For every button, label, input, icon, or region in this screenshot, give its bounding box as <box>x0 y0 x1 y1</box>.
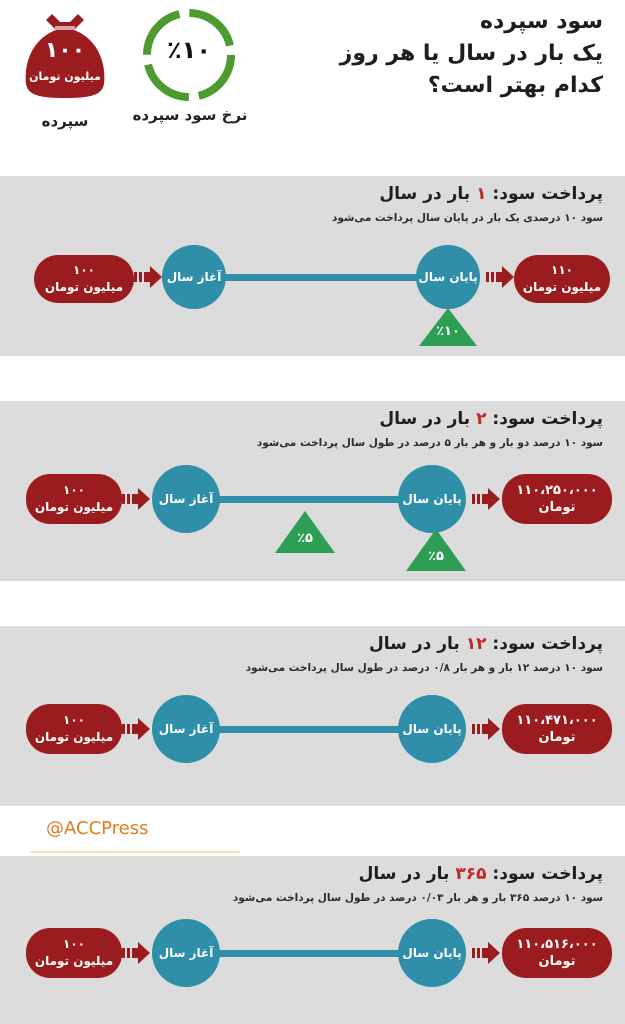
end-circle: پایان سال <box>398 695 466 763</box>
start-amount-value: ۱۰۰ <box>63 713 85 727</box>
end-amount-value: ۱۱۰ <box>551 263 573 277</box>
section-subtitle: سود ۱۰ درصدی یک بار در پایان سال پرداخت می‌شود <box>331 212 603 224</box>
start-amount <box>34 255 134 303</box>
start-circle: آغاز سال <box>152 919 220 987</box>
title-suffix: بار در سال <box>379 409 471 429</box>
end-amount-value: ۱۱۰،۴۷۱،۰۰۰ <box>516 713 598 728</box>
start-circle: آغاز سال <box>162 245 226 309</box>
start-amount-unit: میلیون تومان <box>34 954 114 968</box>
section-monthly <box>0 626 625 806</box>
arrow-right-icon <box>472 717 502 741</box>
end-amount <box>502 704 612 754</box>
start-amount <box>26 474 122 524</box>
section-title <box>379 184 603 204</box>
deposit-label: سپرده <box>41 112 89 130</box>
section-daily <box>0 856 625 1024</box>
end-amount <box>514 255 610 303</box>
title-line-1: سود سپرده <box>480 9 603 34</box>
end-circle: پایان سال <box>398 465 466 533</box>
title-line-2: یک بار در سال یا هر روز <box>339 41 603 66</box>
arrow-right-icon <box>122 717 152 741</box>
section-title <box>379 409 603 429</box>
title-suffix: بار در سال <box>369 634 460 654</box>
arrow-right-icon <box>122 487 152 511</box>
section-title <box>359 864 603 884</box>
end-circle: پایان سال <box>398 919 466 987</box>
arrow-right-icon <box>134 265 164 289</box>
start-amount <box>26 928 122 978</box>
start-amount-value: ۱۰۰ <box>63 937 85 951</box>
title-suffix: بار در سال <box>379 184 471 204</box>
start-amount <box>26 704 122 754</box>
end-amount-unit: تومان <box>538 954 576 969</box>
payment-count: ۲ <box>476 409 487 429</box>
section-title <box>369 634 603 654</box>
deposit-unit: میلیون تومان <box>29 70 101 83</box>
section-twice <box>0 401 625 581</box>
arrow-right-icon <box>472 941 502 965</box>
start-amount-unit: میلیون تومان <box>44 280 124 294</box>
payment-count: ۳۶۵ <box>455 864 487 884</box>
interest-percent: ٪۵ <box>297 531 313 546</box>
title-prefix: پرداخت سود: <box>492 409 603 429</box>
end-amount-unit: میلیون تومان <box>522 280 602 294</box>
section-yearly <box>0 176 625 356</box>
section-subtitle: سود ۱۰ درصد ۱۲ بار و هر بار ۰/۸ درصد در طول سال پرداخت می‌شود <box>245 662 603 674</box>
title-prefix: پرداخت سود: <box>492 864 603 884</box>
end-amount-unit: تومان <box>538 500 576 515</box>
start-amount-value: ۱۰۰ <box>63 483 85 497</box>
payment-count: ۱ <box>476 184 487 204</box>
section-subtitle: سود ۱۰ درصد دو بار و هر بار ۵ درصد در طول سال پرداخت می‌شود <box>256 437 603 449</box>
end-amount-value: ۱۱۰،۵۱۶،۰۰۰ <box>516 937 598 952</box>
end-amount-unit: تومان <box>538 730 576 745</box>
start-circle: آغاز سال <box>152 465 220 533</box>
interest-percent: ٪۱۰ <box>436 324 460 339</box>
page-title <box>283 6 603 102</box>
end-amount <box>502 928 612 978</box>
section-subtitle: سود ۱۰ درصد ۳۶۵ بار و هر بار ۰/۰۳ درصد در طول سال پرداخت می‌شود <box>232 892 603 904</box>
rate-label: نرخ سود سپرده <box>132 106 248 124</box>
start-amount-unit: میلیون تومان <box>34 730 114 744</box>
end-circle: پایان سال <box>416 245 480 309</box>
title-line-3: کدام بهتر است؟ <box>427 73 603 98</box>
payment-count: ۱۲ <box>465 634 487 654</box>
start-amount-value: ۱۰۰ <box>73 263 95 277</box>
arrow-right-icon <box>486 265 516 289</box>
watermark: @ACCPress <box>46 818 149 839</box>
title-suffix: بار در سال <box>358 864 450 884</box>
deposit-amount: ۱۰۰ <box>44 38 86 63</box>
watermark-underline <box>30 851 240 853</box>
rate-value: ٪۱۰ <box>167 36 211 64</box>
end-amount-value: ۱۱۰،۲۵۰،۰۰۰ <box>516 483 598 498</box>
interest-percent: ٪۵ <box>428 549 444 564</box>
start-amount-unit: میلیون تومان <box>34 500 114 514</box>
title-prefix: پرداخت سود: <box>492 184 603 204</box>
start-circle: آغاز سال <box>152 695 220 763</box>
title-prefix: پرداخت سود: <box>492 634 603 654</box>
end-amount <box>502 474 612 524</box>
arrow-right-icon <box>472 487 502 511</box>
arrow-right-icon <box>122 941 152 965</box>
